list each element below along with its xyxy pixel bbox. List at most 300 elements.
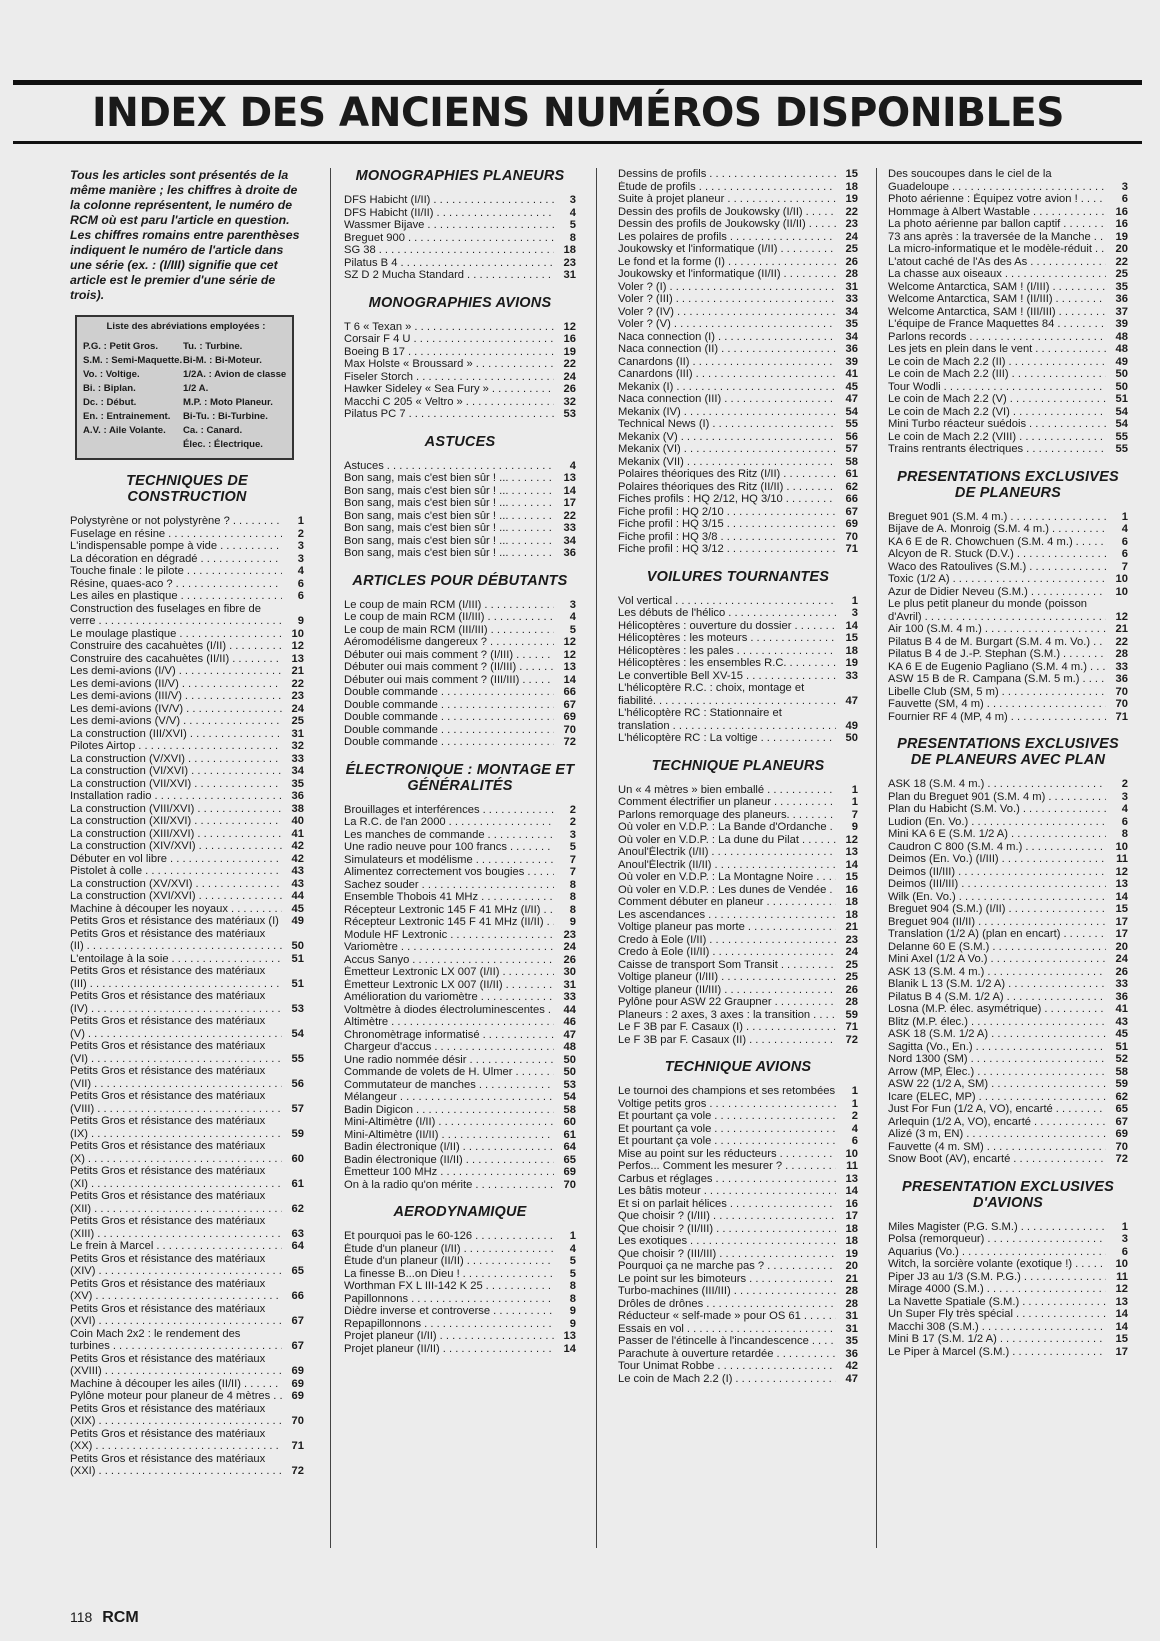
entry-issue-number: 24 bbox=[291, 702, 304, 715]
entry-title bbox=[618, 193, 836, 206]
entry-title-text: Une radio neuve pour 100 francs bbox=[344, 841, 507, 853]
entry-issue-number: 14 bbox=[563, 1342, 576, 1355]
index-entry bbox=[344, 346, 576, 359]
entry-title bbox=[618, 984, 836, 997]
index-entry bbox=[618, 796, 858, 809]
index-entry bbox=[344, 1255, 576, 1268]
entry-issue-number: 6 bbox=[1121, 548, 1128, 560]
abbreviation-row bbox=[83, 396, 289, 410]
entry-title-text: T 6 « Texan » bbox=[344, 320, 412, 333]
index-entry bbox=[344, 1016, 576, 1029]
entry-title-text: La construction (VIII/XVI) bbox=[70, 802, 195, 815]
entry-issue-number: 15 bbox=[845, 632, 858, 644]
entry-title-text: Mekanix (IV) bbox=[618, 405, 681, 418]
entry-issue-number: 33 bbox=[845, 669, 858, 682]
entry-title bbox=[344, 929, 554, 942]
index-entry bbox=[70, 753, 304, 766]
entry-title bbox=[618, 809, 836, 822]
abbreviation-text: Ca. : Canard. bbox=[183, 425, 243, 436]
entry-issue-number: 35 bbox=[1115, 280, 1128, 293]
entry-title bbox=[70, 1253, 282, 1278]
entry-title-text: Bon sang, mais c'est bien sûr ! ... bbox=[344, 509, 509, 522]
entry-issue-number: 40 bbox=[291, 815, 304, 827]
entry-title bbox=[344, 649, 554, 662]
entry-title bbox=[70, 1215, 282, 1240]
entry-title bbox=[618, 1373, 836, 1386]
index-entry bbox=[70, 1428, 304, 1453]
index-entry bbox=[888, 1116, 1128, 1129]
entry-issue-number: 69 bbox=[291, 1377, 304, 1390]
entry-title-text: Technical News (I) bbox=[618, 418, 710, 430]
index-entry bbox=[888, 1103, 1128, 1116]
entry-issue-number: 34 bbox=[845, 305, 858, 318]
entry-issue-number: 3 bbox=[1121, 1233, 1128, 1245]
entry-title-text: La décoration en dégradé bbox=[70, 552, 198, 565]
entry-issue-number: 14 bbox=[1115, 1308, 1128, 1320]
entry-issue-number: 48 bbox=[1115, 343, 1128, 355]
entry-title-text: SZ D 2 Mucha Standard bbox=[344, 269, 465, 281]
index-entry bbox=[618, 381, 858, 394]
entry-issue-number: 15 bbox=[1115, 903, 1128, 915]
entry-issue-number: 3 bbox=[569, 828, 576, 841]
entry-issue-number: 70 bbox=[563, 1178, 576, 1191]
entry-title bbox=[888, 1346, 1106, 1359]
index-entry bbox=[344, 611, 576, 624]
entry-title bbox=[618, 632, 836, 645]
index-entry bbox=[70, 1390, 304, 1403]
entry-issue-number: 18 bbox=[845, 180, 858, 193]
index-entry bbox=[344, 804, 576, 817]
entry-title-text: Azur de Didier Neveu (S.M.) bbox=[888, 585, 1028, 598]
index-entry bbox=[344, 333, 576, 346]
abbreviations-title: Liste des abréviations employées : bbox=[106, 321, 266, 332]
index-entry bbox=[344, 979, 576, 992]
index-entry bbox=[888, 168, 1128, 193]
entry-title-text: Pilatus B 4 de M. Burgart (S.M. 4 m. Vo.) bbox=[888, 635, 1091, 648]
index-entry bbox=[70, 815, 304, 828]
entry-title bbox=[888, 1246, 1106, 1259]
entry-issue-number: 31 bbox=[845, 1310, 858, 1322]
index-entry bbox=[70, 778, 304, 791]
entry-title bbox=[618, 821, 836, 834]
entry-title-text: Translation (1/2 A) (plan en encart) bbox=[888, 928, 1061, 940]
entry-title bbox=[70, 1353, 282, 1378]
entry-issue-number: 9 bbox=[569, 1305, 576, 1317]
entry-title bbox=[618, 896, 836, 909]
page-number: 118 bbox=[70, 1609, 93, 1625]
index-entry bbox=[888, 418, 1128, 431]
abbreviation-text: Dc. : Début. bbox=[83, 397, 137, 408]
entry-issue-number: 50 bbox=[1115, 368, 1128, 380]
index-entry bbox=[70, 1015, 304, 1040]
entry-title-text: Accus Sanyo bbox=[344, 953, 410, 966]
entry-title-text: Fiches profils : HQ 2/12, HQ 3/10 bbox=[618, 493, 783, 505]
entry-title bbox=[888, 1233, 1106, 1246]
index-entry bbox=[344, 1116, 576, 1129]
entry-title-text: Commande de volets de H. Ulmer bbox=[344, 1066, 513, 1078]
index-entry bbox=[888, 431, 1128, 444]
entry-title bbox=[344, 1016, 554, 1029]
entry-issue-number: 67 bbox=[291, 1340, 304, 1352]
entry-issue-number: 21 bbox=[845, 921, 858, 933]
entry-issue-number: 19 bbox=[563, 345, 576, 358]
entry-title bbox=[888, 598, 1106, 623]
entry-issue-number: 45 bbox=[291, 902, 304, 915]
entry-title bbox=[344, 1230, 554, 1243]
index-entry bbox=[888, 1233, 1128, 1246]
entry-issue-number: 12 bbox=[563, 320, 576, 333]
entry-title bbox=[618, 331, 836, 344]
index-entry bbox=[618, 393, 858, 406]
entry-title bbox=[888, 306, 1106, 319]
index-entry bbox=[618, 657, 858, 670]
index-entry bbox=[618, 1360, 858, 1373]
entry-title-text: Voltige planeur pas morte bbox=[618, 921, 745, 933]
entry-issue-number: 3 bbox=[1121, 790, 1128, 803]
index-entry bbox=[888, 393, 1128, 406]
entry-title-text: Coin Mach 2x2 : le rendement des turbines bbox=[70, 1327, 241, 1352]
index-entry bbox=[344, 661, 576, 674]
index-entry bbox=[618, 1235, 858, 1248]
entry-issue-number: 48 bbox=[1115, 330, 1128, 343]
entry-title bbox=[344, 711, 554, 724]
index-entry bbox=[70, 1253, 304, 1278]
entry-title bbox=[888, 966, 1106, 979]
index-entry bbox=[344, 1129, 576, 1142]
index-entry bbox=[888, 356, 1128, 369]
entry-title-text: Petits Gros et résistance des matériaux (III) bbox=[70, 965, 266, 990]
entry-title-text: KA 6 E de R. Chowchuen (S.M. 4 m.) bbox=[888, 535, 1073, 548]
entry-title-text: Les polaires de profils bbox=[618, 230, 727, 243]
index-entry bbox=[70, 990, 304, 1015]
entry-title-text: Module HF Lextronic bbox=[344, 928, 448, 941]
entry-title-text: Les demi-avions (I/V) bbox=[70, 665, 176, 677]
entry-issue-number: 51 bbox=[291, 952, 304, 965]
entry-title-text: Hélicoptères : les pales bbox=[618, 644, 734, 657]
entry-issue-number: 18 bbox=[563, 244, 576, 256]
entry-title bbox=[70, 1165, 282, 1190]
entry-issue-number: 17 bbox=[1115, 1345, 1128, 1358]
entry-title-text: Hélicoptères : les moteurs bbox=[618, 632, 748, 644]
index-entry bbox=[344, 219, 576, 232]
entry-issue-number: 59 bbox=[291, 1127, 304, 1140]
entry-title bbox=[888, 1283, 1106, 1296]
entry-issue-number: 7 bbox=[851, 808, 858, 821]
entry-title bbox=[344, 916, 554, 929]
entry-title bbox=[344, 547, 554, 560]
index-entry bbox=[70, 865, 304, 878]
entry-title bbox=[618, 493, 836, 506]
index-entry bbox=[888, 1333, 1128, 1346]
entry-title bbox=[70, 765, 282, 778]
index-entry bbox=[618, 443, 858, 456]
entry-issue-number: 22 bbox=[1115, 635, 1128, 648]
entry-issue-number: 6 bbox=[1121, 193, 1128, 205]
entry-issue-number: 25 bbox=[845, 243, 858, 255]
entry-issue-number: 4 bbox=[569, 206, 576, 219]
index-entry bbox=[618, 1185, 858, 1198]
index-entry bbox=[344, 1243, 576, 1256]
entry-title-text: Macchi 308 (S.M.) bbox=[888, 1320, 979, 1333]
entry-title bbox=[618, 1360, 836, 1373]
entry-issue-number: 67 bbox=[563, 698, 576, 711]
entry-title-text: Bon sang, mais c'est bien sûr ! ... bbox=[344, 522, 509, 534]
entry-issue-number: 50 bbox=[563, 1053, 576, 1066]
entry-title-text: Le moulage plastique bbox=[70, 627, 177, 640]
index-entry bbox=[888, 443, 1128, 456]
entry-issue-number: 6 bbox=[1121, 1245, 1128, 1258]
abbreviation-row bbox=[83, 340, 289, 354]
entry-issue-number: 38 bbox=[291, 802, 304, 815]
entry-title-text: Bon sang, mais c'est bien sûr ! ... bbox=[344, 484, 509, 497]
entry-title-text: Toxic (1/2 A) bbox=[888, 573, 950, 585]
entry-title-text: Débuter oui mais comment ? (I/III) bbox=[344, 648, 514, 661]
entry-title-text: Hélicoptères : les ensembles R.C. bbox=[618, 657, 787, 669]
index-entry bbox=[888, 406, 1128, 419]
entry-title bbox=[888, 548, 1106, 561]
index-entry bbox=[344, 624, 576, 637]
entry-title bbox=[344, 1041, 554, 1054]
index-entry bbox=[888, 941, 1128, 954]
entry-issue-number: 8 bbox=[569, 891, 576, 903]
entry-title bbox=[888, 573, 1106, 586]
entry-issue-number: 22 bbox=[291, 677, 304, 690]
entry-title bbox=[618, 368, 836, 381]
entry-title bbox=[888, 1103, 1106, 1116]
entry-issue-number: 13 bbox=[563, 1330, 576, 1342]
entry-title bbox=[618, 707, 836, 732]
entry-issue-number: 13 bbox=[1115, 878, 1128, 890]
entry-title bbox=[344, 891, 554, 904]
entry-title bbox=[618, 418, 836, 431]
entry-title-text: Icare (ELEC, MP) bbox=[888, 1090, 976, 1103]
section-heading: TECHNIQUE AVIONS bbox=[664, 1059, 812, 1075]
entry-issue-number: 21 bbox=[845, 1272, 858, 1285]
entry-issue-number: 1 bbox=[851, 1097, 858, 1110]
entry-issue-number: 1 bbox=[1121, 510, 1128, 523]
entry-title-text: Le point sur les bimoteurs bbox=[618, 1272, 747, 1285]
entry-title-text: KA 6 E de Eugenio Pagliano (S.M. 4 m.) bbox=[888, 660, 1087, 673]
entry-issue-number: 35 bbox=[845, 318, 858, 330]
entry-title bbox=[888, 1053, 1106, 1066]
entry-issue-number: 64 bbox=[563, 1141, 576, 1153]
entry-issue-number: 17 bbox=[1115, 915, 1128, 928]
entry-title-text: Naca connection (III) bbox=[618, 393, 722, 405]
entry-title-text: Altimètre bbox=[344, 1016, 389, 1028]
index-entry bbox=[344, 547, 576, 560]
entry-title bbox=[618, 506, 836, 519]
entry-issue-number: 24 bbox=[563, 370, 576, 383]
entry-title-text: 73 ans après : la traversée de la Manche bbox=[888, 230, 1091, 243]
entry-title-text: Bon sang, mais c'est bien sûr ! ... bbox=[344, 497, 509, 509]
entry-issue-number: 8 bbox=[1121, 828, 1128, 840]
entry-title bbox=[618, 670, 836, 683]
entry-issue-number: 69 bbox=[291, 1390, 304, 1402]
column-divider bbox=[876, 168, 877, 1548]
index-entry bbox=[344, 1230, 576, 1243]
entry-issue-number: 49 bbox=[291, 915, 304, 927]
entry-title bbox=[888, 1016, 1106, 1029]
entry-title-text: Mise au point sur les réducteurs bbox=[618, 1147, 777, 1160]
entry-issue-number: 57 bbox=[291, 1102, 304, 1115]
index-entry bbox=[344, 1066, 576, 1079]
entry-title-text: Une radio nommée désir bbox=[344, 1053, 467, 1066]
entry-title-text: Et pourquoi pas le 60-126 bbox=[344, 1230, 473, 1242]
entry-title-text: Que choisir ? (III/III) bbox=[618, 1247, 717, 1260]
entry-title bbox=[618, 306, 836, 319]
entry-title-text: Projet planeur (II/II) bbox=[344, 1342, 440, 1355]
entry-title-text: Canardons (III) bbox=[618, 368, 693, 380]
entry-issue-number: 11 bbox=[1116, 853, 1128, 865]
entry-title bbox=[618, 1235, 836, 1248]
entry-title bbox=[344, 371, 554, 384]
entry-title-text: Variomètre bbox=[344, 941, 398, 953]
entry-title-text: L'équipe de France Maquettes 84 bbox=[888, 318, 1055, 330]
index-entry bbox=[618, 1348, 858, 1361]
entry-title bbox=[70, 915, 282, 928]
entry-title bbox=[70, 753, 282, 766]
entry-issue-number: 5 bbox=[569, 623, 576, 636]
entry-title bbox=[344, 724, 554, 737]
entry-issue-number: 21 bbox=[291, 665, 304, 677]
index-entry bbox=[618, 1160, 858, 1173]
entry-title bbox=[888, 293, 1106, 306]
entry-title bbox=[618, 607, 836, 620]
entry-title-text: Alcyon de R. Stuck (D.V.) bbox=[888, 548, 1014, 560]
entry-title bbox=[618, 1273, 836, 1286]
index-entry bbox=[618, 896, 858, 909]
entry-title-text: Récepteur Lextronic 145 F 41 MHz (II/II) bbox=[344, 916, 544, 928]
entry-issue-number: 1 bbox=[1121, 1220, 1128, 1233]
entry-title-text: Alizé (3 m, EN) bbox=[888, 1128, 964, 1140]
entry-title-text: Voltmètre à diodes électroluminescentes bbox=[344, 1003, 545, 1016]
entry-title-text: Just For Fun (1/2 A, VO), encarté bbox=[888, 1103, 1053, 1115]
entry-issue-number: 4 bbox=[1121, 803, 1128, 815]
index-entry bbox=[888, 343, 1128, 356]
entry-title-text: Les ailes en plastique bbox=[70, 590, 178, 602]
index-entry bbox=[344, 724, 576, 737]
entry-issue-number: 28 bbox=[845, 996, 858, 1008]
entry-title-text: Le Piper à Marcel (S.M.) bbox=[888, 1345, 1010, 1358]
entry-title bbox=[70, 965, 282, 990]
entry-title-text: La micro-informatique et le modèle-réduit bbox=[888, 243, 1092, 255]
entry-title-text: Double commande bbox=[344, 698, 438, 711]
entry-title bbox=[70, 640, 282, 653]
entry-issue-number: 20 bbox=[1115, 243, 1128, 255]
entry-issue-number: 31 bbox=[563, 978, 576, 991]
entry-title-text: Welcome Antarctica, SAM ! (II/III) bbox=[888, 293, 1053, 305]
index-entry bbox=[888, 218, 1128, 231]
entry-title bbox=[70, 653, 282, 666]
entry-title-text: Débuter oui mais comment ? (III/III) bbox=[344, 673, 520, 686]
entry-issue-number: 49 bbox=[1115, 355, 1128, 368]
entry-title bbox=[888, 698, 1106, 711]
entry-title-text: Blitz (M.P. élec.) bbox=[888, 1015, 968, 1028]
entry-title bbox=[344, 321, 554, 334]
entry-title bbox=[70, 565, 282, 578]
entry-title bbox=[888, 686, 1106, 699]
entry-title-text: Les demi-avions (III/V) bbox=[70, 690, 182, 702]
entry-title-text: Voler ? (III) bbox=[618, 293, 673, 305]
entry-title-text: Double commande bbox=[344, 723, 438, 736]
entry-title bbox=[888, 168, 1106, 193]
entry-title bbox=[888, 1333, 1106, 1346]
index-entry bbox=[344, 472, 576, 485]
entry-issue-number: 23 bbox=[291, 690, 304, 702]
entry-title bbox=[888, 1271, 1106, 1284]
index-entry bbox=[344, 232, 576, 245]
column-divider bbox=[330, 168, 331, 1548]
index-entry bbox=[618, 732, 858, 745]
entry-title-text: Arrow (MP, Élec.) bbox=[888, 1065, 975, 1078]
entry-issue-number: 67 bbox=[291, 1315, 304, 1327]
entry-issue-number: 54 bbox=[291, 1027, 304, 1040]
entry-title-text: Mekanix (I) bbox=[618, 380, 674, 393]
entry-title bbox=[888, 368, 1106, 381]
entry-title bbox=[618, 168, 836, 181]
entry-issue-number: 25 bbox=[1115, 268, 1128, 280]
entry-issue-number: 5 bbox=[569, 841, 576, 853]
index-entry bbox=[70, 1353, 304, 1378]
entry-title-text: Mini KA 6 E (S.M. 1/2 A) bbox=[888, 828, 1008, 840]
entry-issue-number: 2 bbox=[569, 816, 576, 828]
index-entry bbox=[344, 1268, 576, 1281]
index-entry bbox=[344, 1280, 576, 1293]
entry-title-text: Où voler en V.D.P. : La Montagne Noire bbox=[618, 871, 814, 883]
entry-title bbox=[70, 553, 282, 566]
entry-issue-number: 65 bbox=[563, 1153, 576, 1166]
entry-title-text: Le F 3B par F. Casaux (I) bbox=[618, 1021, 743, 1033]
entry-title-text: Piper J3 au 1/3 (S.M. P.G.) bbox=[888, 1270, 1021, 1283]
index-entry bbox=[888, 928, 1128, 941]
entry-title bbox=[344, 816, 554, 829]
entry-title-text: Un « 4 mètres » bien emballé bbox=[618, 783, 765, 796]
entry-title bbox=[888, 711, 1106, 724]
entry-issue-number: 61 bbox=[563, 1128, 576, 1141]
index-entry bbox=[618, 1310, 858, 1323]
column-3 bbox=[618, 168, 858, 1385]
entry-issue-number: 14 bbox=[1115, 1320, 1128, 1333]
entry-title bbox=[888, 903, 1106, 916]
entry-title bbox=[344, 257, 554, 270]
entry-title bbox=[70, 990, 282, 1015]
entry-title bbox=[70, 678, 282, 691]
entry-issue-number: 41 bbox=[845, 368, 858, 380]
entry-title-text: Chronomètrage informatisé bbox=[344, 1028, 480, 1041]
entry-title bbox=[344, 396, 554, 409]
index-entry bbox=[888, 711, 1128, 724]
entry-title bbox=[344, 1305, 554, 1318]
index-entry bbox=[618, 181, 858, 194]
index-entry bbox=[618, 306, 858, 319]
entry-issue-number: 72 bbox=[563, 736, 576, 748]
entry-title bbox=[70, 1390, 282, 1403]
index-entry bbox=[70, 1215, 304, 1240]
entry-issue-number: 44 bbox=[563, 1003, 576, 1016]
index-entry bbox=[618, 846, 858, 859]
index-entry bbox=[344, 321, 576, 334]
entry-title bbox=[344, 1243, 554, 1256]
index-entry bbox=[70, 565, 304, 578]
entry-issue-number: 54 bbox=[1115, 418, 1128, 430]
entry-issue-number: 50 bbox=[845, 732, 858, 744]
entry-issue-number: 17 bbox=[563, 497, 576, 509]
entry-issue-number: 6 bbox=[1121, 815, 1128, 828]
entry-title bbox=[618, 1260, 836, 1273]
index-entry bbox=[618, 1260, 858, 1273]
entry-issue-number: 24 bbox=[563, 941, 576, 953]
index-entry bbox=[344, 194, 576, 207]
